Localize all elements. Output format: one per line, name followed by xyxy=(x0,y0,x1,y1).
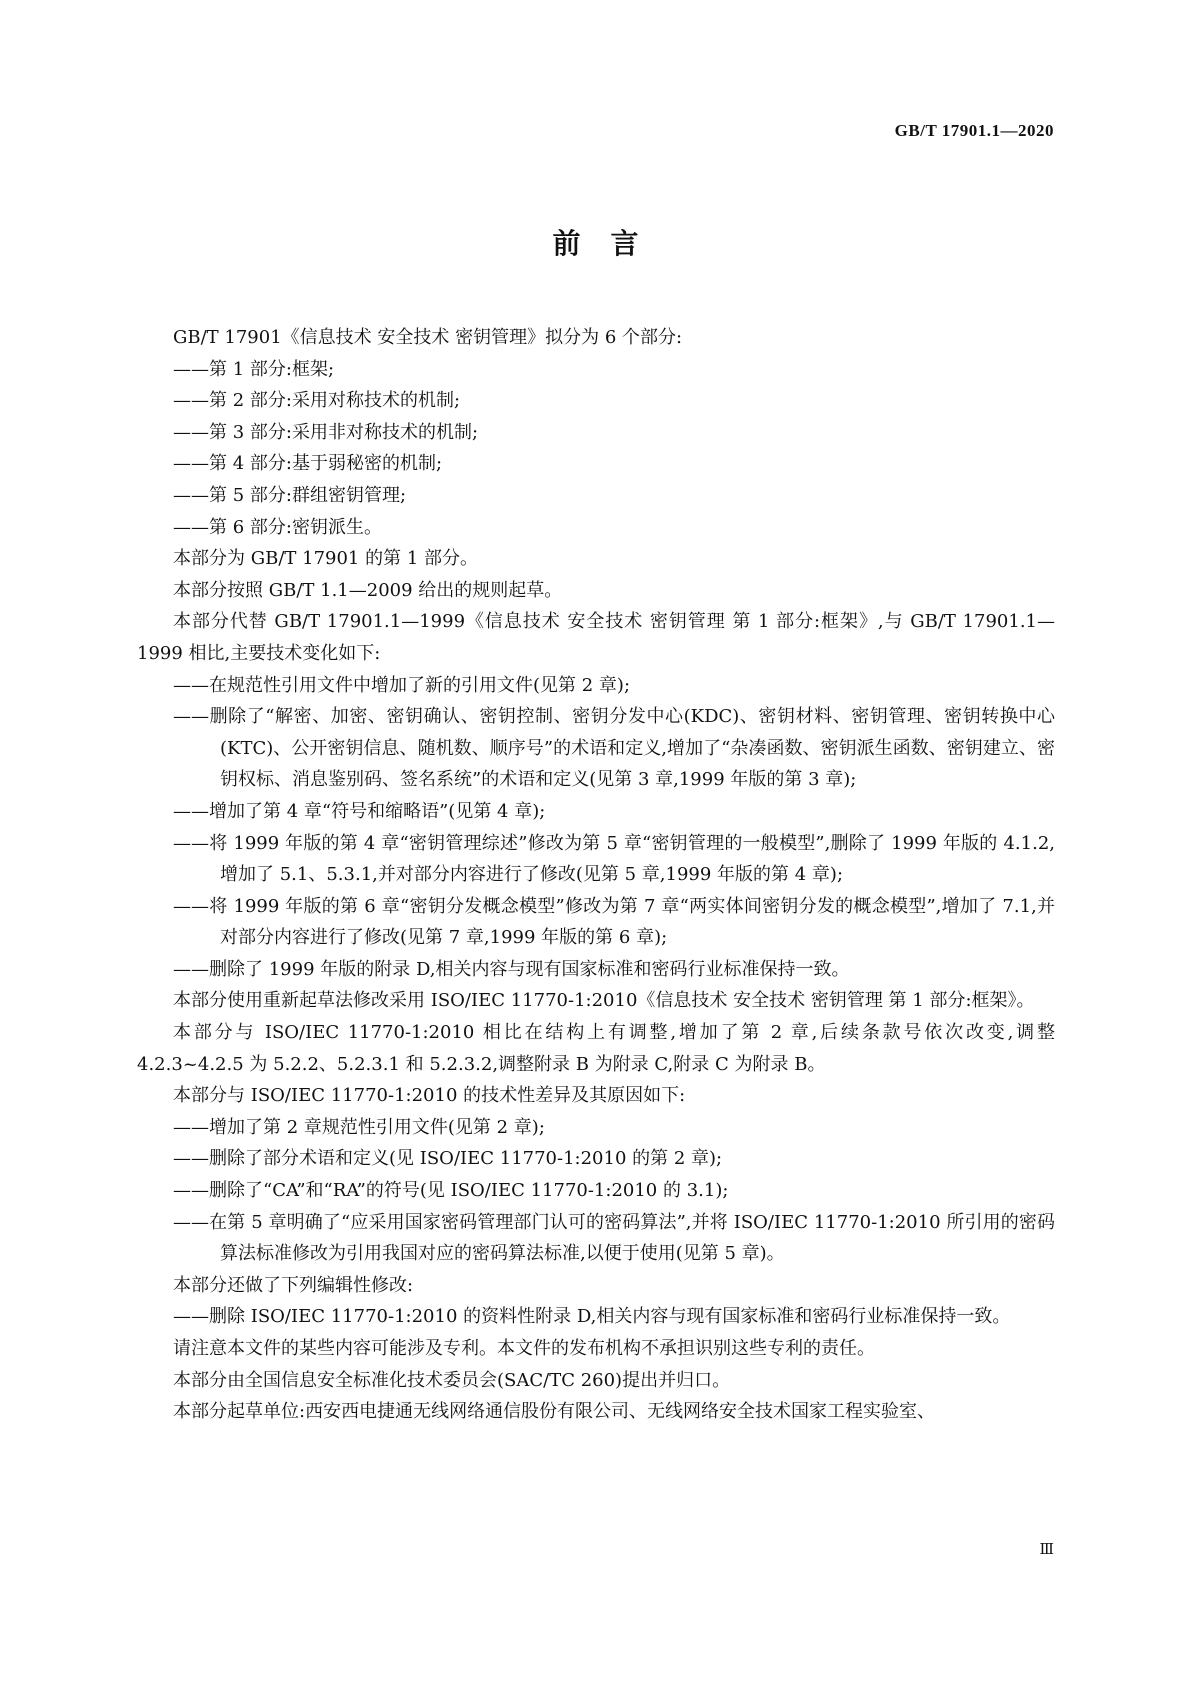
page-title: 前言 xyxy=(552,227,669,260)
paragraph: 本部分起草单位:西安西电捷通无线网络通信股份有限公司、无线网络安全技术国家工程实验室、 xyxy=(173,1401,936,1423)
paragraph: 本部分代替 GB/T 17901.1—1999《信息技术 安全技术 密钥管理 第 1 部分:框架》,与 GB/T 17901.1—1999 相比,主要技术变化如下: xyxy=(137,611,1055,664)
paragraph: 本部分按照 GB/T 1.1—2009 给出的规则起草。 xyxy=(173,579,563,601)
list-item: ——将 1999 年版的第 4 章“密钥管理综述”修改为第 5 章“密钥管理的一般模型”,删除了 1999 年版的 4.1.2,增加了 5.1、5.3.1,并对部分内容进行了修改(见第 5 章,1999 年版的第 4 章); xyxy=(173,832,1055,886)
page-number: Ⅲ xyxy=(1039,1542,1054,1558)
list-item: ——在规范性引用文件中增加了新的引用文件(见第 2 章); xyxy=(173,674,631,696)
paragraph: GB/T 17901《信息技术 安全技术 密钥管理》拟分为 6 个部分: xyxy=(173,327,683,348)
list-item: ——第 3 部分:采用非对称技术的机制; xyxy=(173,421,479,443)
list-item: ——第 4 部分:基于弱秘密的机制; xyxy=(173,453,443,475)
list-item: ——删除了部分术语和定义(见 ISO/IEC 11770-1:2010 的第 2 章); xyxy=(173,1148,723,1170)
list-item: ——删除了“解密、加密、密钥确认、密钥控制、密钥分发中心(KDC)、密钥材料、密钥管理、密钥转换中心(KTC)、公开密钥信息、随机数、顺序号”的术语和定义,增加了“杂凑函数、密钥派生函数、密钥建立、密钥权标、消息鉴别码、签名系统”的术语和定义(见第 3 章,1999 年版的第 3 章); xyxy=(173,706,1055,791)
paragraph: 本部分与 ISO/IEC 11770-1:2010 相比在结构上有调整,增加了第 2 章,后续条款号依次改变,调整 4.2.3~4.2.5 为 5.2.2、5.2.3.1 和 5.2.3.2,调整附录 B 为附录 C,附录 C 为附录 B。 xyxy=(137,1022,1055,1075)
paragraph: 请注意本文件的某些内容可能涉及专利。本文件的发布机构不承担识别这些专利的责任。 xyxy=(173,1338,875,1359)
list-item: ——增加了第 4 章“符号和缩略语”(见第 4 章); xyxy=(173,800,546,822)
list-item: ——将 1999 年版的第 6 章“密钥分发概念模型”修改为第 7 章“两实体间密钥分发的概念模型”,增加了 7.1,并对部分内容进行了修改(见第 7 章,1999 年版的第 6 章); xyxy=(173,895,1055,949)
list-item: ——增加了第 2 章规范性引用文件(见第 2 章); xyxy=(173,1116,545,1138)
list-item: ——在第 5 章明确了“应采用国家密码管理部门认可的密码算法”,并将 ISO/IEC 11770-1:2010 所引用的密码算法标准修改为引用我国对应的密码算法标准,以便于使用(见第 5 章)。 xyxy=(173,1211,1055,1265)
list-item: ——删除 ISO/IEC 11770-1:2010 的资料性附录 D,相关内容与现有国家标准和密码行业标准保持一致。 xyxy=(173,1306,1011,1328)
list-item: ——第 1 部分:框架; xyxy=(173,358,335,380)
list-item: ——第 6 部分:密钥派生。 xyxy=(173,516,382,538)
list-item: ——删除了 1999 年版的附录 D,相关内容与现有国家标准和密码行业标准保持一致。 xyxy=(173,958,850,980)
list-item: ——第 2 部分:采用对称技术的机制; xyxy=(173,390,461,412)
paragraph: 本部分由全国信息安全标准化技术委员会(SAC/TC 260)提出并归口。 xyxy=(173,1369,731,1391)
standard-number: GB/T 17901.1—2020 xyxy=(894,121,1054,140)
list-item: ——删除了“CA”和“RA”的符号(见 ISO/IEC 11770-1:2010 的 3.1); xyxy=(173,1180,729,1202)
paragraph: 本部分还做了下列编辑性修改: xyxy=(173,1274,414,1296)
paragraph: 本部分使用重新起草法修改采用 ISO/IEC 11770-1:2010《信息技术 安全技术 密钥管理 第 1 部分:框架》。 xyxy=(173,990,1035,1012)
list-item: ——第 5 部分:群组密钥管理; xyxy=(173,484,407,506)
foreword-body xyxy=(137,322,1055,1428)
paragraph: 本部分为 GB/T 17901 的第 1 部分。 xyxy=(173,548,478,570)
paragraph: 本部分与 ISO/IEC 11770-1:2010 的技术性差异及其原因如下: xyxy=(173,1085,686,1107)
